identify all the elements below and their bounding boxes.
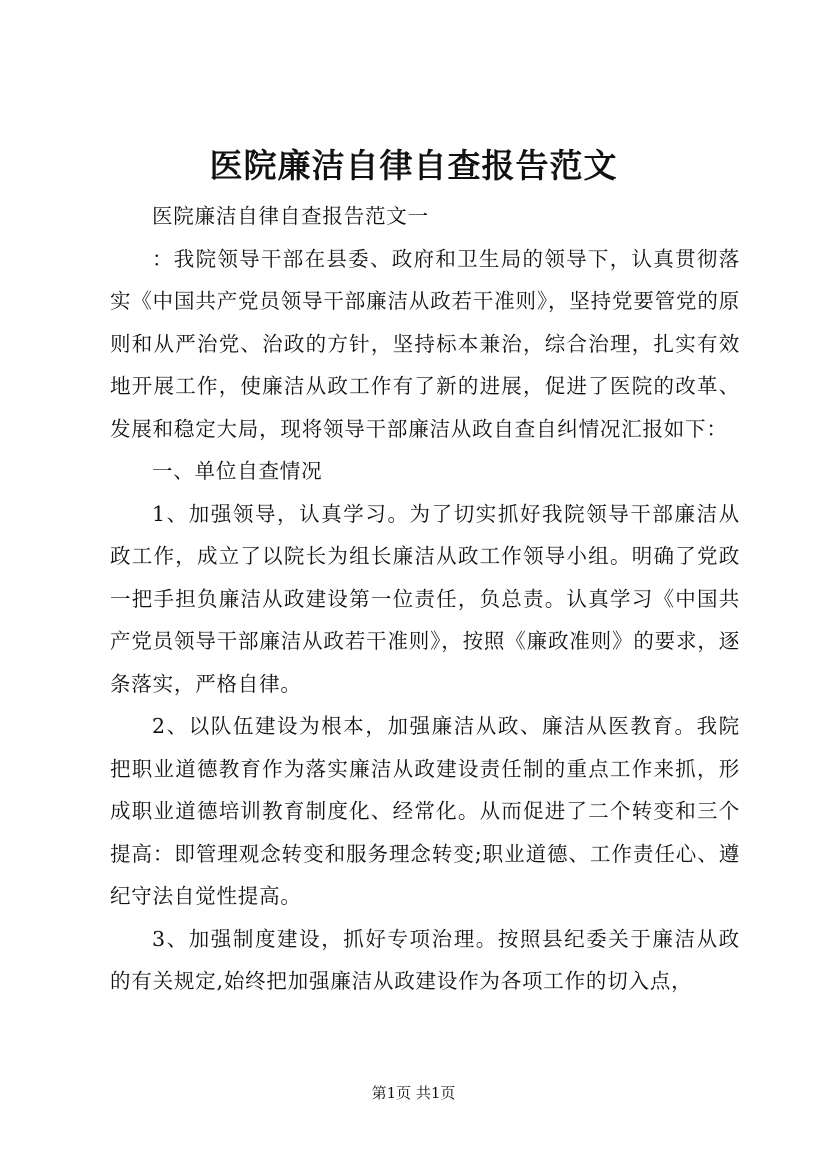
document-title: 医院廉洁自律自查报告范文 [209, 146, 618, 185]
section-heading: 一、单位自查情况 [152, 459, 323, 483]
document-body [110, 195, 740, 1003]
paragraph-item-3: 3、加强制度建设，抓好专项治理。按照县纪委关于廉洁从政的有关规定,始终把加强廉洁从政建设作为各项工作的切入点， [110, 926, 740, 993]
subtitle-paragraph: 医院廉洁自律自查报告范文一 [152, 204, 429, 228]
paragraph-item-2: 2、以队伍建设为根本，加强廉洁从政、廉洁从医教育。我院把职业道德教育作为落实廉洁从政建设责任制的重点工作来抓，形成职业道德培训教育制度化、经常化。从而促进了二个转变和三个提高：即管理观念转变和服务理念转变;职业道德、工作责任心、遵纪守法自觉性提高。 [110, 714, 740, 908]
paragraph-item-1: 1、加强领导，认真学习。为了切实抓好我院领导干部廉洁从政工作，成立了以院长为组长廉洁从政工作领导小组。明确了党政一把手担负廉洁从政建设第一位责任，负总责。认真学习《中国共产党员领导干部廉洁从政若干准则》，按照《廉政准则》的要求，逐条落实，严格自律。 [110, 501, 740, 696]
page-footer: 第1页 共1页 [371, 1084, 456, 1102]
intro-paragraph: ：我院领导干部在县委、政府和卫生局的领导下，认真贯彻落实《中国共产党员领导干部廉洁从政若干准则》，坚持党要管党的原则和从严治党、治政的方针，坚持标本兼治，综合治理，扎实有效地开展工作，使廉洁从政工作有了新的进展，促进了医院的改革、发展和稳定大局，现将领导干部廉洁从政自查自纠情况汇报如下： [110, 246, 740, 441]
